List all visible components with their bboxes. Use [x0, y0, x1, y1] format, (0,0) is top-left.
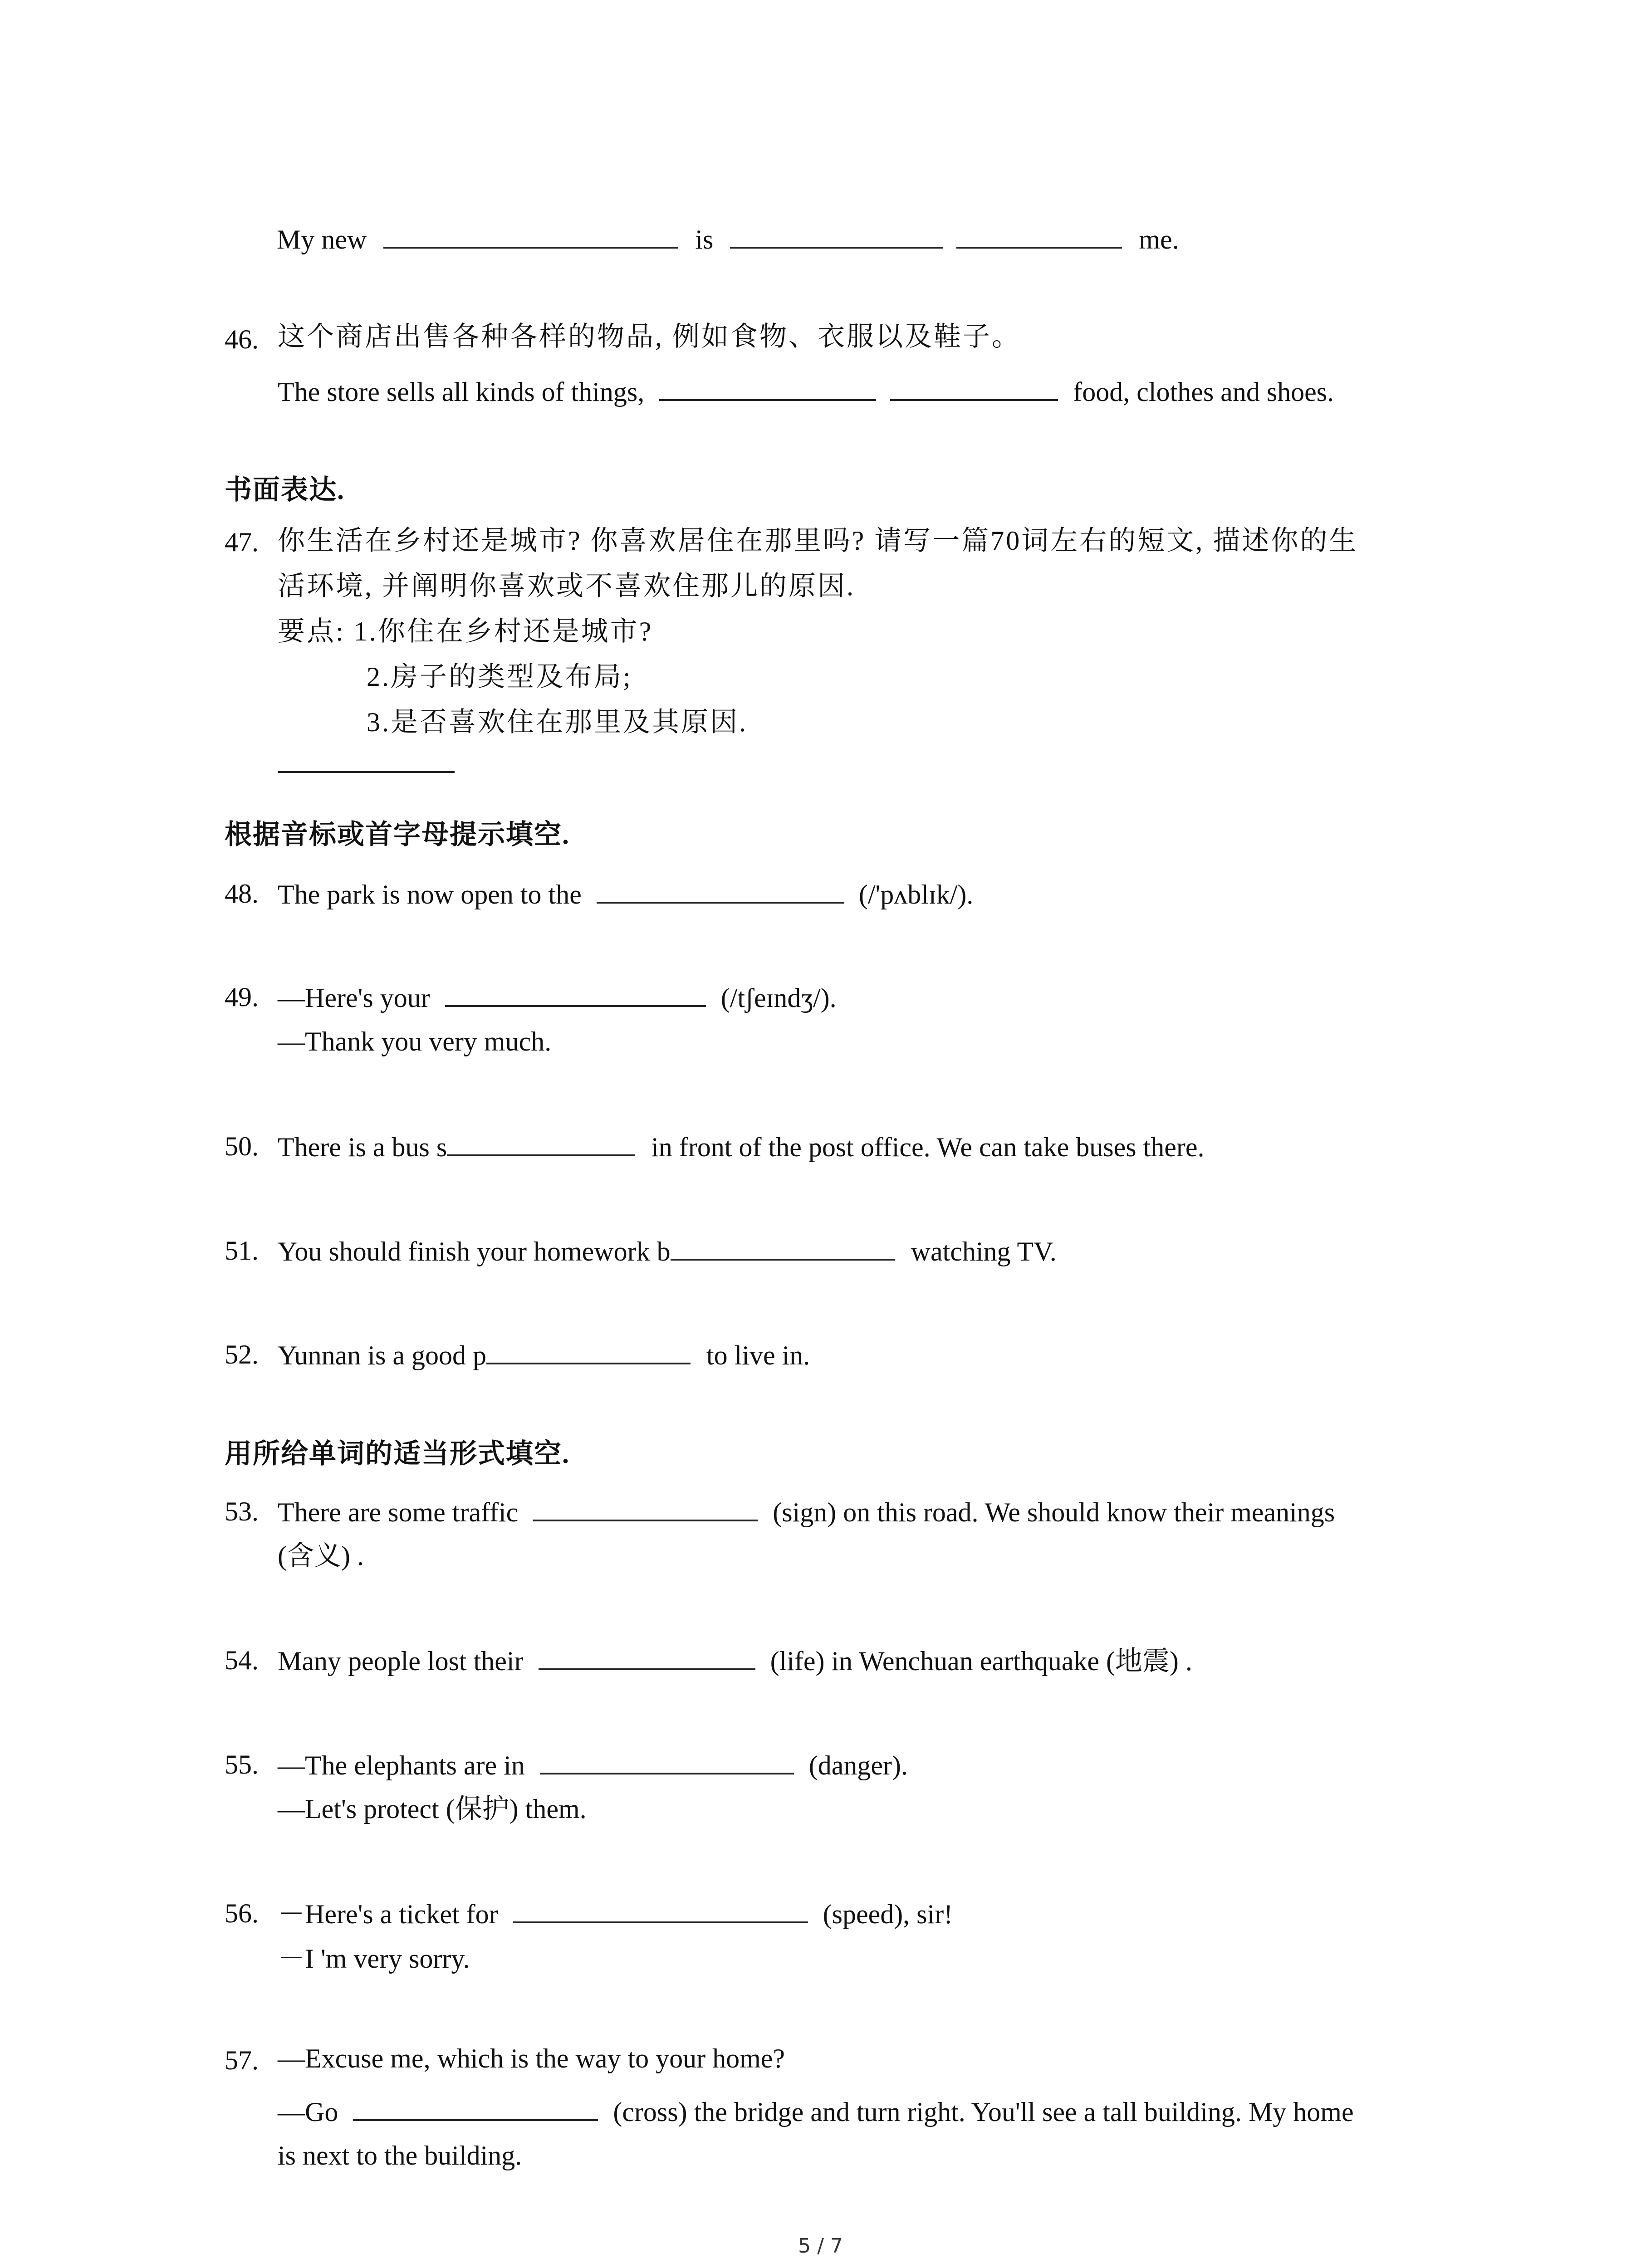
q57-line-2 — [278, 2096, 1354, 2126]
section-heading-word-forms: 用所给单词的适当形式填空. — [225, 1439, 570, 1469]
q49-reply: —Thank you very much. — [278, 1026, 552, 1056]
q45-mid: is — [695, 225, 714, 254]
q57-blank[interactable] — [353, 2096, 598, 2121]
q46-blank-1[interactable] — [659, 376, 876, 401]
q45-suffix: me. — [1139, 225, 1179, 254]
q54-suffix: (life) in Wenchuan earthquake (地震) . — [770, 1646, 1192, 1676]
q50-blank[interactable] — [447, 1131, 635, 1156]
q53-line-2: (含义) . — [278, 1541, 364, 1571]
q54-prefix: Many people lost their — [278, 1646, 524, 1676]
q48-blank[interactable] — [597, 878, 844, 904]
q55-line — [278, 1749, 908, 1779]
q56-number: 56. — [225, 1898, 259, 1928]
q55-reply: —Let's protect (保护) them. — [278, 1794, 587, 1824]
q57-prefix: —Go — [278, 2097, 338, 2127]
q45-prefix: My new — [277, 225, 367, 254]
q52-prefix: Yunnan is a good p — [278, 1340, 486, 1370]
q50-line — [278, 1131, 1204, 1161]
q47-point-2: 2.房子的类型及布局; — [367, 662, 632, 692]
q56-reply: －I 'm very sorry. — [278, 1944, 470, 1974]
q51-blank[interactable] — [671, 1235, 895, 1261]
q48-number: 48. — [225, 879, 259, 909]
q52-suffix: to live in. — [706, 1340, 810, 1370]
q56-blank[interactable] — [513, 1898, 808, 1923]
q50-number: 50. — [225, 1131, 259, 1161]
q56-prefix: －Here's a ticket for — [278, 1899, 498, 1929]
q49-line — [278, 982, 837, 1012]
q54-line — [278, 1645, 1192, 1675]
q53-blank[interactable] — [533, 1496, 758, 1521]
q55-suffix: (danger). — [808, 1750, 908, 1780]
q52-blank[interactable] — [486, 1339, 691, 1364]
q55-number: 55. — [225, 1750, 259, 1779]
q54-number: 54. — [225, 1645, 259, 1675]
q51-suffix: watching TV. — [911, 1237, 1057, 1266]
q47-writing-blank[interactable] — [278, 771, 455, 773]
q53-suffix: (sign) on this road. We should know their meanings — [773, 1497, 1335, 1527]
q56-suffix: (speed), sir! — [823, 1899, 953, 1929]
q48-suffix: (/'pʌblɪk/). — [858, 880, 974, 909]
q45-blank-2[interactable] — [730, 223, 943, 249]
q54-blank[interactable] — [539, 1645, 755, 1670]
q48-prefix: The park is now open to the — [278, 880, 582, 909]
page-number: 5 / 7 — [798, 2234, 843, 2258]
q53-number: 53. — [225, 1496, 259, 1526]
q51-prefix: You should finish your homework b — [278, 1237, 671, 1266]
q47-line-2: 活环境, 并阐明你喜欢或不喜欢住那儿的原因. — [278, 571, 855, 601]
q46-chinese: 这个商店出售各种各样的物品, 例如食物、衣服以及鞋子。 — [278, 322, 1021, 352]
q47-number: 47. — [225, 527, 259, 557]
q57-line-3: is next to the building. — [278, 2141, 522, 2170]
q50-suffix: in front of the post office. We can take buses there. — [651, 1132, 1205, 1162]
q49-number: 49. — [225, 982, 259, 1012]
q49-suffix: (/tʃeɪndʒ/). — [720, 983, 837, 1013]
q50-prefix: There is a bus s — [278, 1132, 447, 1162]
q46-blank-2[interactable] — [890, 376, 1058, 401]
q46-prefix: The store sells all kinds of things, — [278, 377, 645, 407]
q57-number: 57. — [225, 2045, 259, 2075]
q46-answer-line — [278, 376, 1334, 406]
q47-points-label: 要点: 1.你住在乡村还是城市? — [278, 616, 653, 646]
q57-line-1: —Excuse me, which is the way to your home? — [278, 2043, 785, 2073]
q46-suffix: food, clothes and shoes. — [1073, 377, 1334, 407]
q51-line — [278, 1235, 1057, 1265]
q47-line-1: 你生活在乡村还是城市? 你喜欢居住在那里吗? 请写一篇70词左右的短文, 描述你的生 — [278, 526, 1358, 556]
q56-line — [278, 1898, 953, 1928]
q55-blank[interactable] — [540, 1749, 794, 1774]
q53-prefix: There are some traffic — [278, 1497, 519, 1527]
q49-blank[interactable] — [445, 982, 706, 1007]
q46-number: 46. — [225, 324, 259, 354]
q45-answer-line — [277, 223, 1179, 253]
q57-suffix: (cross) the bridge and turn right. You'll see a tall building. My home — [613, 2097, 1354, 2127]
section-heading-phonetic: 根据音标或首字母提示填空. — [225, 820, 570, 850]
q53-line — [278, 1496, 1335, 1526]
q51-number: 51. — [225, 1236, 259, 1266]
section-heading-writing: 书面表达. — [225, 475, 345, 505]
q48-line — [278, 878, 973, 908]
q52-number: 52. — [225, 1339, 259, 1369]
q49-prefix: —Here's your — [278, 983, 430, 1013]
q45-blank-1[interactable] — [383, 223, 678, 249]
q47-point-3: 3.是否喜欢住在那里及其原因. — [367, 707, 748, 737]
q45-blank-3[interactable] — [956, 223, 1122, 249]
q55-prefix: —The elephants are in — [278, 1750, 525, 1780]
q52-line — [278, 1339, 810, 1369]
